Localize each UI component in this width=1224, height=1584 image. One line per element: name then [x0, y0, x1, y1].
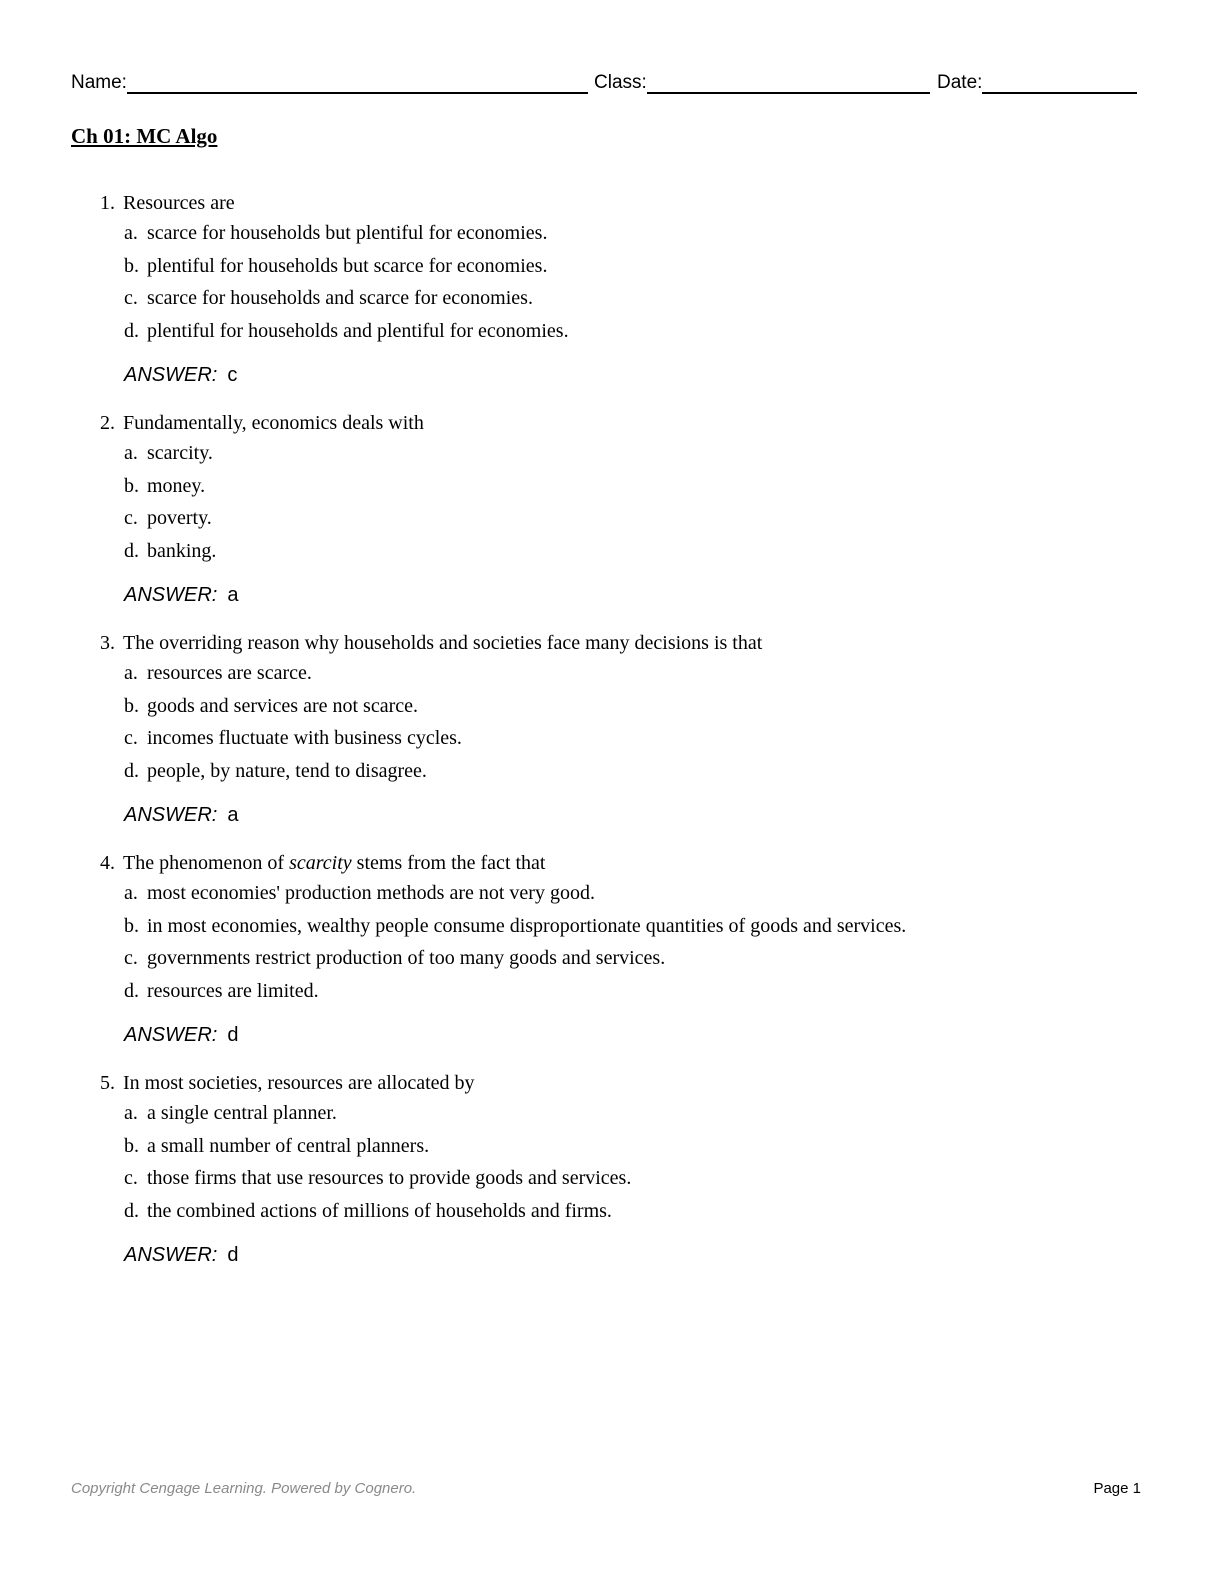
- date-field: [937, 72, 1137, 94]
- option-letter: d.: [124, 320, 139, 343]
- option-text: resources are scarce.: [147, 662, 312, 684]
- name-field: [71, 72, 588, 94]
- option-letter: d.: [124, 760, 139, 783]
- option-text: money.: [147, 474, 206, 497]
- answer-value: d: [227, 1023, 239, 1046]
- option-text: goods and services are not scarce.: [147, 694, 418, 717]
- options-list: [124, 218, 1100, 349]
- option-letter: a.: [124, 882, 138, 904]
- option-d: [124, 976, 1100, 1009]
- answer-line: [124, 582, 1100, 608]
- question-stem: [100, 1068, 1100, 1098]
- question-text-post: stems from the fact that: [356, 852, 546, 874]
- answer-line: [124, 1022, 1100, 1048]
- answer-label: ANSWER:: [124, 1243, 218, 1266]
- option-letter: c.: [124, 287, 138, 310]
- options-list: [124, 878, 1100, 1009]
- option-d: [124, 756, 1100, 789]
- question-number: 2.: [100, 412, 115, 434]
- option-text: resources are limited.: [147, 980, 319, 1003]
- option-a: [124, 878, 1100, 911]
- option-c: [124, 723, 1100, 756]
- question-4: [100, 848, 1100, 1048]
- option-text: scarce for households and scarce for economies.: [147, 287, 533, 310]
- page-title: Ch 01: MC Algo: [71, 124, 218, 148]
- header-fields: [71, 72, 1141, 98]
- option-b: [124, 471, 1100, 504]
- options-list: [124, 438, 1100, 569]
- option-letter: d.: [124, 1200, 139, 1223]
- class-field: [594, 72, 930, 94]
- question-text: In most societies, resources are allocated by: [123, 1072, 475, 1094]
- option-letter: a.: [124, 662, 138, 684]
- question-number: 3.: [100, 632, 115, 654]
- option-text: a small number of central planners.: [147, 1134, 430, 1157]
- answer-label: ANSWER:: [124, 583, 218, 606]
- option-d: [124, 536, 1100, 569]
- answer-label: ANSWER:: [124, 803, 218, 826]
- option-text: incomes fluctuate with business cycles.: [147, 727, 462, 750]
- name-label: Name:: [71, 72, 127, 93]
- class-label: Class:: [594, 72, 647, 93]
- option-b: [124, 1131, 1100, 1164]
- answer-value: a: [227, 803, 239, 826]
- question-text: The overriding reason why households and societies face many decisions is that: [123, 632, 763, 654]
- option-d: [124, 316, 1100, 349]
- question-3: [100, 628, 1100, 828]
- answer-line: [124, 802, 1100, 828]
- question-text-pre: The phenomenon of: [123, 852, 285, 874]
- option-text: plentiful for households but scarce for economies.: [147, 254, 548, 277]
- option-a: [124, 438, 1100, 471]
- option-b: [124, 251, 1100, 284]
- question-stem: [100, 408, 1100, 438]
- option-letter: d.: [124, 540, 139, 563]
- answer-label: ANSWER:: [124, 363, 218, 386]
- option-text: scarce for households but plentiful for economies.: [147, 222, 548, 244]
- option-text: banking.: [147, 540, 217, 563]
- question-5: [100, 1068, 1100, 1268]
- option-letter: a.: [124, 1102, 138, 1124]
- question-term: scarcity: [289, 852, 352, 874]
- option-text: poverty.: [147, 507, 212, 530]
- option-b: [124, 691, 1100, 724]
- option-letter: b.: [124, 254, 139, 277]
- option-text: most economies' production methods are not very good.: [147, 882, 595, 904]
- name-blank-line: [127, 72, 588, 94]
- option-text: governments restrict production of too many goods and services.: [147, 947, 666, 970]
- option-a: [124, 658, 1100, 691]
- option-text: a single central planner.: [147, 1102, 337, 1124]
- option-c: [124, 943, 1100, 976]
- option-text: those firms that use resources to provide goods and services.: [147, 1167, 632, 1190]
- option-text: plentiful for households and plentiful for economies.: [147, 320, 569, 343]
- option-letter: c.: [124, 507, 138, 530]
- question-2: [100, 408, 1100, 608]
- option-a: [124, 1098, 1100, 1131]
- question-number: 5.: [100, 1072, 115, 1094]
- options-list: [124, 658, 1100, 789]
- option-letter: a.: [124, 222, 138, 244]
- question-stem: [100, 848, 1100, 878]
- class-blank-line: [647, 72, 930, 94]
- answer-label: ANSWER:: [124, 1023, 218, 1046]
- date-label: Date:: [937, 72, 983, 93]
- question-1: [100, 188, 1100, 388]
- option-letter: b.: [124, 914, 139, 937]
- option-c: [124, 1163, 1100, 1196]
- question-number: 4.: [100, 852, 115, 874]
- option-text: scarcity.: [147, 442, 213, 464]
- date-blank-line: [982, 72, 1137, 94]
- options-list: [124, 1098, 1100, 1229]
- option-letter: b.: [124, 694, 139, 717]
- option-letter: b.: [124, 1134, 139, 1157]
- option-a: [124, 218, 1100, 251]
- answer-value: c: [227, 363, 238, 386]
- option-b: [124, 911, 1100, 944]
- answer-line: [124, 1242, 1100, 1268]
- option-letter: b.: [124, 474, 139, 497]
- option-d: [124, 1196, 1100, 1229]
- option-text: people, by nature, tend to disagree.: [147, 760, 427, 783]
- answer-value: d: [227, 1243, 239, 1266]
- question-stem: [100, 188, 1100, 218]
- footer-copyright: Copyright Cengage Learning. Powered by Cognero.: [71, 1480, 417, 1497]
- option-c: [124, 283, 1100, 316]
- question-text: Fundamentally, economics deals with: [123, 412, 424, 434]
- option-letter: c.: [124, 1167, 138, 1190]
- option-letter: c.: [124, 727, 138, 750]
- question-text: Resources are: [123, 192, 235, 214]
- option-letter: a.: [124, 442, 138, 464]
- option-c: [124, 503, 1100, 536]
- answer-line: [124, 362, 1100, 388]
- option-text: the combined actions of millions of households and firms.: [147, 1200, 612, 1223]
- answer-value: a: [227, 583, 239, 606]
- option-letter: d.: [124, 980, 139, 1003]
- question-number: 1.: [100, 192, 115, 214]
- page-number: Page 1: [1093, 1480, 1141, 1497]
- option-text: in most economies, wealthy people consume disproportionate quantities of goods and services.: [147, 914, 907, 937]
- question-stem: [100, 628, 1100, 658]
- option-letter: c.: [124, 947, 138, 970]
